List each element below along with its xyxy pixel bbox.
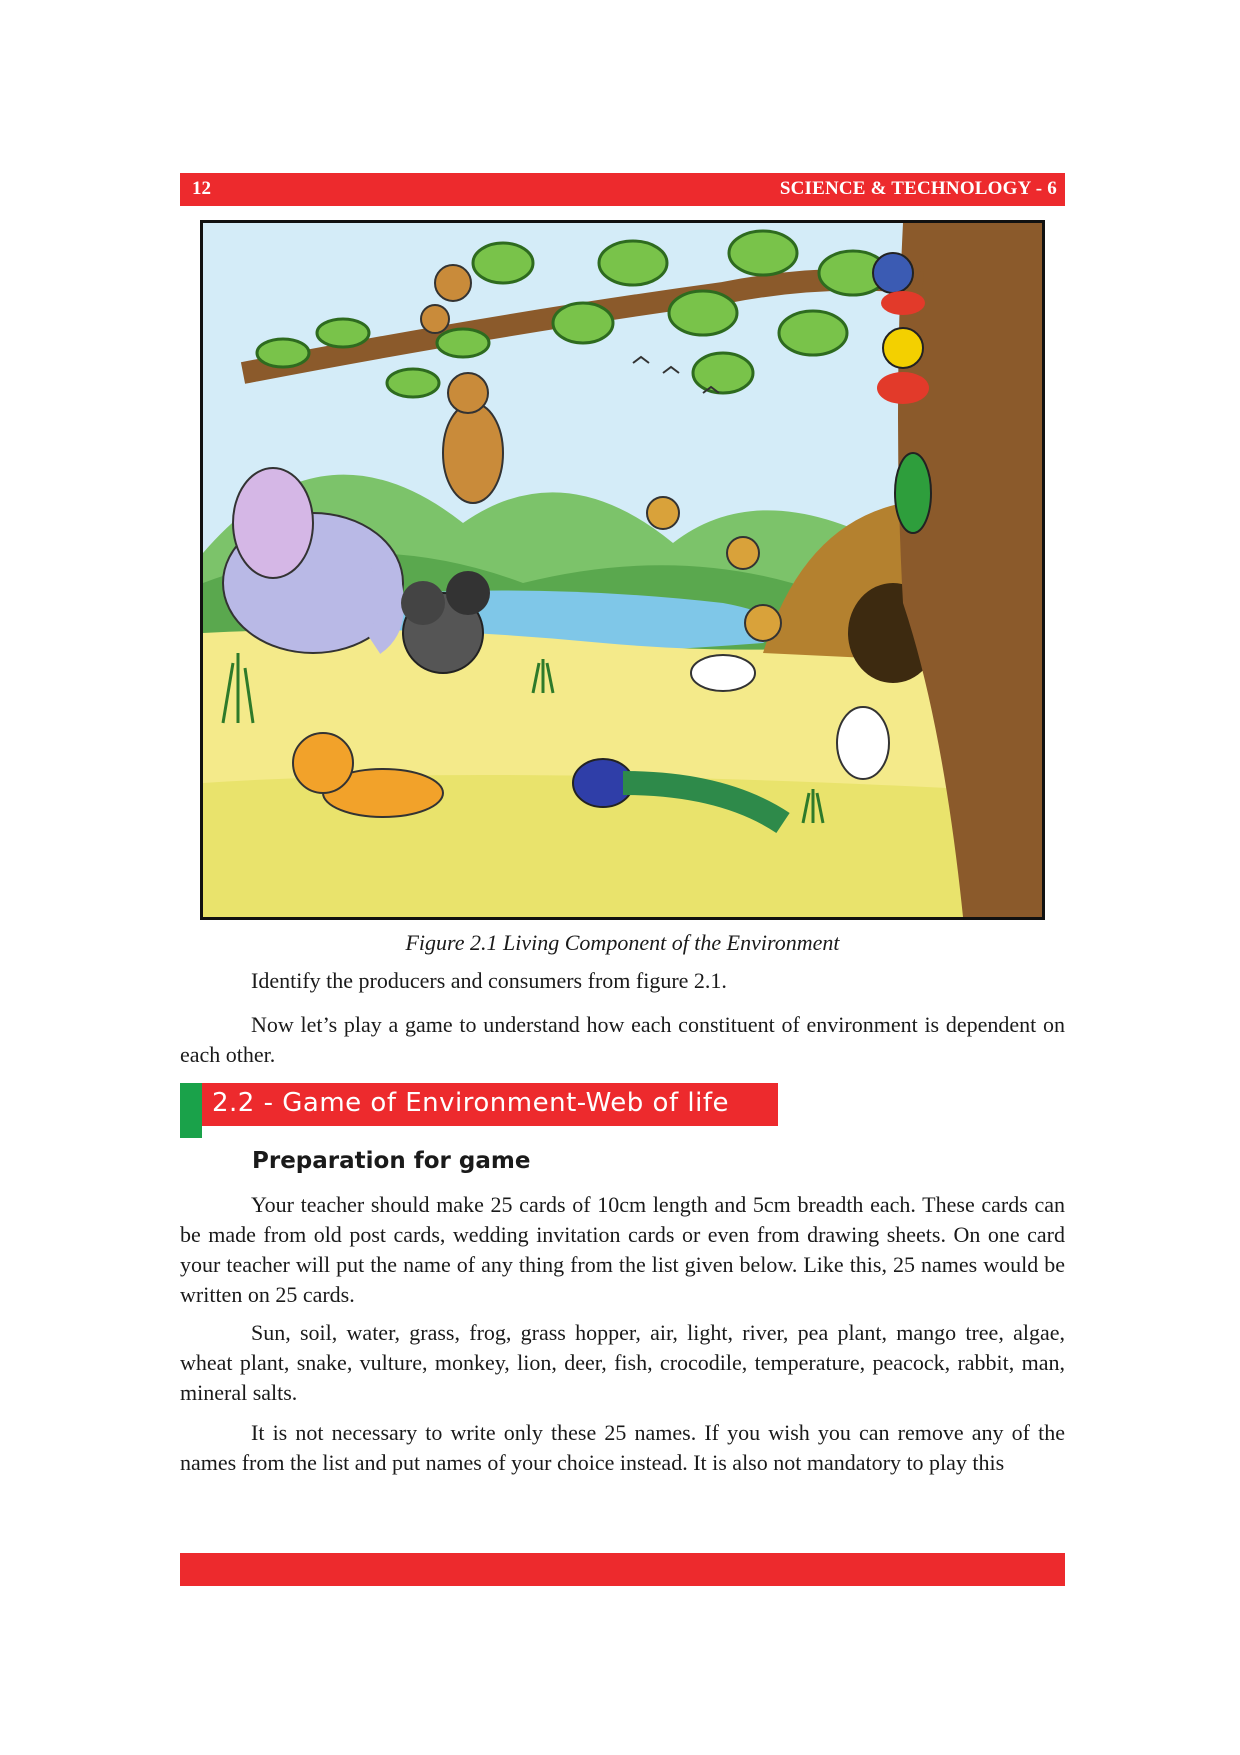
paragraph-game-intro <box>180 1010 1065 1080</box>
section-heading <box>180 1083 800 1126</box>
book-title: SCIENCE & TECHNOLOGY - 6 <box>779 178 1057 199</box>
paragraph-cards: Your teacher should make 25 cards of 10cm length and 5cm breadth each. These cards can be made from old post cards, wedding invitation cards or even from drawing sheets. On one card your teacher will put the name of any thing from the list given below. Like this, 25 names would be written on 25 cards. <box>180 1192 1065 1307</box>
section-heading-text: 2.2 - Game of Environment-Web of life <box>212 1088 729 1118</box>
heading-green-bar <box>180 1083 202 1138</box>
paragraph-identify: Identify the producers and consumers from figure 2.1. <box>251 968 727 993</box>
figure-illustration <box>200 220 1045 920</box>
subheading: Preparation for game <box>252 1148 531 1174</box>
page-number: 12 <box>192 178 211 199</box>
footer-bar <box>180 1553 1065 1586</box>
forest-scene-illustration <box>203 223 1042 917</box>
paragraph-not-necessary: It is not necessary to write only these 25 names. If you wish you can remove any of the names from the list and put names of your choice instead. It is also not mandatory to play this <box>180 1420 1065 1475</box>
paragraph-game-intro-text: Now let’s play a game to understand how each constituent of environment is dependent on each other. <box>180 1012 1065 1067</box>
paragraph-names-list: Sun, soil, water, grass, frog, grass hopper, air, light, river, pea plant, mango tree, algae, wheat plant, snake, vulture, monkey, lion, deer, fish, crocodile, temperature, peacock, rabbit, man, mineral salts. <box>180 1320 1065 1405</box>
figure-caption: Figure 2.1 Living Component of the Environment <box>405 930 840 955</box>
header-bar <box>180 173 1065 206</box>
